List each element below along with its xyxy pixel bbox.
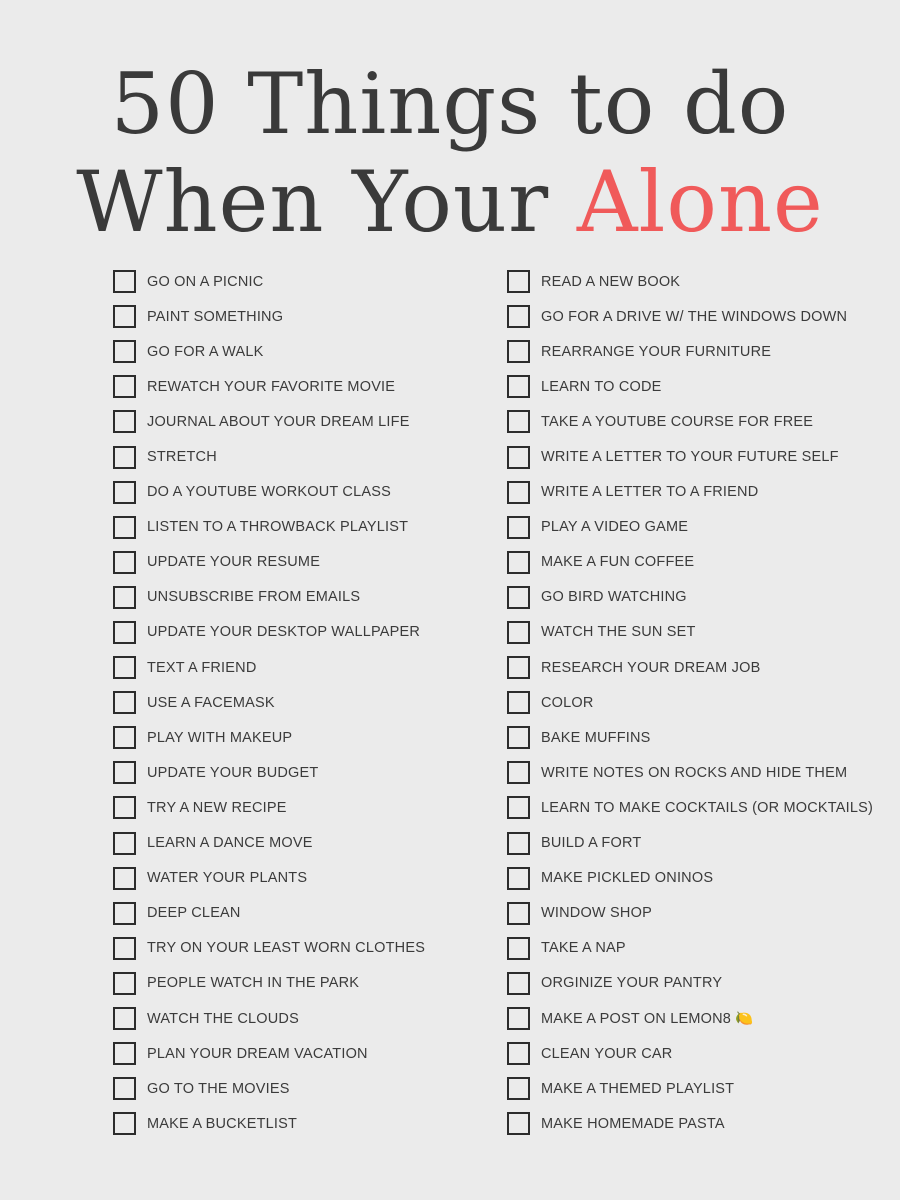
checklist-item — [113, 755, 513, 790]
checklist-item-label: WATER YOUR PLANTS — [147, 870, 308, 887]
checklist-item-label: WINDOW SHOP — [541, 905, 652, 922]
title-prefix: When Your — [76, 153, 577, 251]
checklist-item-label: LISTEN TO A THROWBACK PLAYLIST — [147, 519, 409, 536]
checklist-item — [113, 861, 513, 896]
checklist-item — [507, 580, 900, 615]
checkbox[interactable] — [507, 902, 530, 925]
checklist-item — [507, 1071, 900, 1106]
checkbox[interactable] — [113, 551, 136, 574]
checkbox[interactable] — [507, 481, 530, 504]
checklist-item-label: MAKE HOMEMADE PASTA — [541, 1115, 725, 1132]
checklist-item — [507, 299, 900, 334]
checklist-item-label: MAKE A THEMED PLAYLIST — [541, 1080, 735, 1097]
checklist-item-label: PLAY A VIDEO GAME — [541, 519, 689, 536]
checklist-item-label: GO BIRD WATCHING — [541, 589, 687, 606]
checklist-item — [113, 545, 513, 580]
checkbox[interactable] — [507, 761, 530, 784]
checkbox[interactable] — [507, 1042, 530, 1065]
checklist-item-label: PAINT SOMETHING — [147, 308, 284, 325]
checklist-item-label: COLOR — [541, 694, 594, 711]
checklist-item-label: TEXT A FRIEND — [147, 659, 257, 676]
checklist-item — [113, 1001, 513, 1036]
checklist-item — [113, 264, 513, 299]
checkbox[interactable] — [113, 446, 136, 469]
checklist-item-label: GO TO THE MOVIES — [147, 1080, 290, 1097]
checklist-item — [507, 826, 900, 861]
checklist-item — [113, 931, 513, 966]
checkbox[interactable] — [507, 796, 530, 819]
checklist-item-label: WRITE A LETTER TO A FRIEND — [541, 484, 759, 501]
checklist-item — [113, 404, 513, 439]
checklist-item-label: LEARN TO MAKE COCKTAILS (OR MOCKTAILS) — [541, 799, 874, 816]
checklist-item-label: GO ON A PICNIC — [147, 273, 264, 290]
checkbox[interactable] — [113, 1112, 136, 1135]
checkbox[interactable] — [507, 726, 530, 749]
checklist-item-label: PLAN YOUR DREAM VACATION — [147, 1045, 368, 1062]
checkbox[interactable] — [113, 1077, 136, 1100]
checklist-item — [507, 755, 900, 790]
checklist-item-label: BAKE MUFFINS — [541, 729, 651, 746]
checklist-left-column — [113, 264, 513, 1141]
checkbox[interactable] — [507, 446, 530, 469]
checklist-item-label: LEARN TO CODE — [541, 378, 662, 395]
checkbox[interactable] — [507, 270, 530, 293]
checklist-item — [507, 264, 900, 299]
checklist-item-label: WRITE NOTES ON ROCKS AND HIDE THEM — [541, 764, 848, 781]
checkbox[interactable] — [507, 937, 530, 960]
checklist-item-label: MAKE A BUCKETLIST — [147, 1115, 298, 1132]
checklist-item-label: UPDATE YOUR BUDGET — [147, 764, 319, 781]
checklist-item-label: LEARN A DANCE MOVE — [147, 835, 313, 852]
checklist-item-label: TRY ON YOUR LEAST WORN CLOTHES — [147, 940, 426, 957]
checklist-item — [507, 1001, 900, 1036]
checkbox[interactable] — [507, 832, 530, 855]
checkbox[interactable] — [507, 972, 530, 995]
checklist-item-label: UPDATE YOUR DESKTOP WALLPAPER — [147, 624, 421, 641]
checklist-item — [113, 439, 513, 474]
checkbox[interactable] — [113, 621, 136, 644]
checklist-item — [507, 439, 900, 474]
checklist-item-label: WATCH THE CLOUDS — [147, 1010, 299, 1027]
checkbox[interactable] — [113, 305, 136, 328]
checkbox[interactable] — [507, 867, 530, 890]
checklist-item — [507, 404, 900, 439]
checklist-item-label: TAKE A YOUTUBE COURSE FOR FREE — [541, 413, 814, 430]
checklist-item — [113, 650, 513, 685]
checkbox[interactable] — [507, 551, 530, 574]
checklist-item — [113, 334, 513, 369]
checkbox[interactable] — [113, 586, 136, 609]
checkbox[interactable] — [113, 902, 136, 925]
checklist-item — [507, 685, 900, 720]
checkbox[interactable] — [507, 516, 530, 539]
checkbox[interactable] — [113, 270, 136, 293]
checklist-item-label: STRETCH — [147, 449, 217, 466]
checklist-item — [507, 861, 900, 896]
checklist-item — [113, 369, 513, 404]
checklist-item — [113, 966, 513, 1001]
checklist-item-label: CLEAN YOUR CAR — [541, 1045, 673, 1062]
checklist-item-label: TAKE A NAP — [541, 940, 626, 957]
checkbox[interactable] — [507, 340, 530, 363]
checklist-item-label: RESEARCH YOUR DREAM JOB — [541, 659, 761, 676]
checklist-item — [113, 826, 513, 861]
checklist-item-label: WATCH THE SUN SET — [541, 624, 696, 641]
checklist-item — [507, 545, 900, 580]
checkbox[interactable] — [113, 1042, 136, 1065]
checkbox[interactable] — [507, 305, 530, 328]
checklist-item — [113, 720, 513, 755]
checklist-item-label: TRY A NEW RECIPE — [147, 799, 287, 816]
checkbox[interactable] — [507, 1112, 530, 1135]
checklist-item — [507, 966, 900, 1001]
checklist-item-label: MAKE PICKLED ONINOS — [541, 870, 714, 887]
checklist-item-label: JOURNAL ABOUT YOUR DREAM LIFE — [147, 413, 410, 430]
checkbox[interactable] — [507, 586, 530, 609]
checkbox[interactable] — [113, 761, 136, 784]
checklist-item — [113, 1071, 513, 1106]
checklist-item-label: READ A NEW BOOK — [541, 273, 681, 290]
checklist-item — [507, 931, 900, 966]
checklist-item-label: UPDATE YOUR RESUME — [147, 554, 321, 571]
checkbox[interactable] — [507, 621, 530, 644]
checklist-item — [113, 475, 513, 510]
checklist-item — [113, 896, 513, 931]
checklist-item — [507, 720, 900, 755]
checklist-item-label: PLAY WITH MAKEUP — [147, 729, 293, 746]
checkbox[interactable] — [113, 481, 136, 504]
checkbox[interactable] — [113, 340, 136, 363]
checkbox[interactable] — [507, 1007, 530, 1030]
checkbox[interactable] — [507, 375, 530, 398]
checkbox[interactable] — [113, 410, 136, 433]
title-accent: Alone — [576, 153, 824, 251]
checkbox[interactable] — [113, 375, 136, 398]
checklist-item — [507, 650, 900, 685]
checklist-item — [507, 790, 900, 825]
checkbox[interactable] — [507, 691, 530, 714]
checkbox[interactable] — [113, 972, 136, 995]
checklist-item — [507, 1106, 900, 1141]
checklist-item-label: ORGINIZE YOUR PANTRY — [541, 975, 723, 992]
checklist-item — [507, 369, 900, 404]
checklist-item-label: MAKE A POST ON LEMON8 🍋 — [541, 1011, 754, 1028]
checklist-item — [507, 1036, 900, 1071]
checklist-item — [113, 1036, 513, 1071]
checkbox[interactable] — [113, 656, 136, 679]
checklist-item-label: PEOPLE WATCH IN THE PARK — [147, 975, 360, 992]
checklist-right-column — [507, 264, 900, 1141]
checklist-item — [113, 510, 513, 545]
checkbox[interactable] — [507, 1077, 530, 1100]
checklist-item — [113, 299, 513, 334]
checklist-item-label: REWATCH YOUR FAVORITE MOVIE — [147, 378, 396, 395]
checklist-item-label: USE A FACEMASK — [147, 694, 275, 711]
checklist-item — [113, 685, 513, 720]
checkbox[interactable] — [113, 937, 136, 960]
checklist-item-label: BUILD A FORT — [541, 835, 642, 852]
checkbox[interactable] — [507, 410, 530, 433]
checklist-item — [113, 580, 513, 615]
checkbox[interactable] — [113, 516, 136, 539]
checkbox[interactable] — [113, 691, 136, 714]
checklist-item — [507, 475, 900, 510]
checklist-item-label: REARRANGE YOUR FURNITURE — [541, 343, 772, 360]
checklist-item — [113, 1106, 513, 1141]
checkbox[interactable] — [507, 656, 530, 679]
checklist-item-label: UNSUBSCRIBE FROM EMAILS — [147, 589, 361, 606]
checklist-item-label: GO FOR A WALK — [147, 343, 264, 360]
checklist-item-label: MAKE A FUN COFFEE — [541, 554, 695, 571]
checklist-item-label: DO A YOUTUBE WORKOUT CLASS — [147, 484, 391, 501]
checkbox[interactable] — [113, 1007, 136, 1030]
checklist-item — [507, 615, 900, 650]
checklist-item — [507, 896, 900, 931]
page-title-line1: 50 Things to do — [110, 55, 790, 153]
checkbox[interactable] — [113, 832, 136, 855]
checklist-item — [113, 615, 513, 650]
checkbox[interactable] — [113, 796, 136, 819]
checklist-item — [113, 790, 513, 825]
checkbox[interactable] — [113, 726, 136, 749]
checklist-item — [507, 334, 900, 369]
checklist-item-label: WRITE A LETTER TO YOUR FUTURE SELF — [541, 449, 839, 466]
checkbox[interactable] — [113, 867, 136, 890]
page-title-line2 — [0, 153, 900, 251]
checklist-item-label: DEEP CLEAN — [147, 905, 241, 922]
checklist-item-label: GO FOR A DRIVE W/ THE WINDOWS DOWN — [541, 308, 848, 325]
checklist-item — [507, 510, 900, 545]
